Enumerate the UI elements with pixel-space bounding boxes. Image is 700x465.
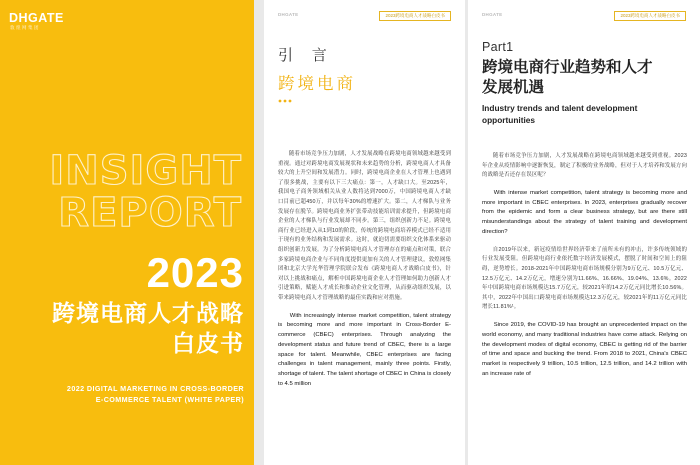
report-cover bbox=[0, 0, 254, 465]
chapter-paragraph-zh-2: 自2019年以来，新冠疫情给世界经济带来了前所未有的冲击，许多传统领域的行业发展受阻。但跨境电商行业依托数字经济发展模式，摆脱了时间和空间上的阻碍，逆势增长。2018-2021年中国跨境电商市场规模分别为9万亿元、10.5万亿元、12.5万亿元、14.2万亿元，增速分别为11.66%、16.66%、19.04%、13.6%。2022年中国跨境电商市场规模达15.7万亿元，较2021年的14.2万亿元同比增长10.56%。其中，2022年中国出口跨境电商市场规模达12.3万亿元，较2021年的11万亿元同比增长11.81%¹。 bbox=[482, 246, 687, 311]
page-header bbox=[482, 10, 686, 22]
header-tag: 2023跨境电商人才战略白皮书 bbox=[379, 11, 451, 21]
chapter-title-english: Industry trends and talent development opportunities bbox=[482, 103, 638, 125]
chapter-title bbox=[482, 58, 687, 98]
header-tag: 2023跨境电商人才战略白皮书 bbox=[614, 11, 686, 21]
header-brand: DHGATE bbox=[278, 12, 299, 17]
intro-paragraph-zh: 随着市场竞争压力加剧，人才发展战略在跨境电商领域越来越受到重视。通过对跨境电商发展现状和未来趋势的分析，跨境电商人才具备较大的上升空间和发展潜力。同时，跨境电商企业在人才管理上也遇到了很多挑战，主要有以下三大痛点：第一，人才缺口大。至2025年，我国电子商务领域相关从业人数将达到7000万，中国跨境电商人才缺口目前已超450万，并以每年30%的增速扩大。第二，人才梯队与业务发展存在脱节。跨境电商业务扩张带动技能培训需求提升，但跨境电商企业的人才梯队与行业发展却不同步。第三，组织创新力不足。跨境电商行业已经进入从1到10的阶段，传统的跨境电商培养模式已经不适用于现有的业务结构和发展需求。这时，就迫切需要组织文化体系来驱动组织创新力发展。为了分析跨境电商人才管理存在的痛点和对策，联合多家跨境电商企业与不同角度提供更加有关的人才管理建议，敦煌网集团和北京大学光华管理学院联合发布《跨境电商人才战略白皮书》，针对以上挑战和痛点，解析中国跨境电商企业人才管理如何助力创新人才引进策略，赋能人才成长和推动企业文化管理，从而驱动组织发展，以带来跨境电商人才管理战略的最佳实践和应对措施。 bbox=[278, 151, 451, 301]
insight-report-outline-text bbox=[49, 150, 242, 234]
cover-english-line-1: 2022 DIGITAL MARKETING IN CROSS-BORDER bbox=[66, 384, 244, 393]
cover-title-line-2: 白皮书 bbox=[172, 330, 244, 356]
cover-title-line-1: 跨境电商人才战略 bbox=[52, 300, 244, 326]
chapter-title-line-2: 发展机遇 bbox=[482, 79, 545, 96]
cover-title bbox=[4, 298, 244, 358]
section-title: 引 言 bbox=[278, 46, 334, 64]
section-subtitle: 跨境电商 bbox=[278, 74, 356, 93]
chapter-paragraph-zh-1: 随着市场竞争压力加剧，人才发展战略在跨境电商领域越来越受到重视。2023年企业从疫情影响中逐渐恢复，制定了积极的业务战略，但对于人才培养和发展方向的战略是否还存在误区呢？ bbox=[482, 153, 688, 179]
cover-year: 2023 bbox=[146, 249, 244, 296]
part-label: Part1 bbox=[482, 40, 514, 54]
chapter-title-line-1: 跨境电商行业趋势和人才 bbox=[482, 59, 653, 76]
intro-paragraph-en: With increasingly intense market competition, talent strategy is becoming more and more important in Cross-Border E-commerce (CBEC) enterprises. Through analyzing the development status and future trend of CBEC, there is a large space for talent. Meanwhile, CBEC enterprises are facing challenges in talent management, mainly three points. Firstly, shortage of talent. The talent shortage of CBEC in China is closely to 4.5 million bbox=[278, 312, 451, 388]
chapter-body bbox=[482, 152, 687, 388]
cover-english-subtitle bbox=[4, 383, 244, 405]
logo-subtitle: 敦煌网集团 bbox=[10, 25, 40, 30]
part1-page bbox=[468, 0, 700, 465]
decorative-dots-icon bbox=[278, 98, 308, 104]
chapter-paragraph-en-2: Since 2019, the COVID-19 has brought an unprecedented impact on the world economy, and many traditional industries have come attack. Relying on the development modes of digital economy, CBEC is getting rid of the barrier of time and space and bucking the trend. From 2018 to 2021, China's CBEC market is respectively 9 trillion, 10.5 trillion, 12.5 trillion, and 14.2 trillion with an increase rate of bbox=[482, 321, 687, 377]
introduction-body bbox=[278, 150, 451, 398]
introduction-page bbox=[264, 0, 465, 465]
page-header bbox=[278, 10, 451, 22]
header-brand: DHGATE bbox=[482, 12, 503, 17]
dhgate-logo: DHGATE bbox=[9, 11, 64, 25]
report-word: REPORT bbox=[58, 190, 242, 236]
chapter-paragraph-en-1: With intense market competition, talent strategy is becoming more and more important in CBEC enterprises. In 2023, enterprises gradually recover from the epidemic and form a clear business strategy, but are there still misunderstandings about the strategy of talent training and development direction? bbox=[482, 189, 687, 235]
insight-word: INSIGHT bbox=[49, 148, 242, 194]
cover-english-line-2: E-COMMERCE TALENT (WHITE PAPER) bbox=[95, 395, 244, 404]
